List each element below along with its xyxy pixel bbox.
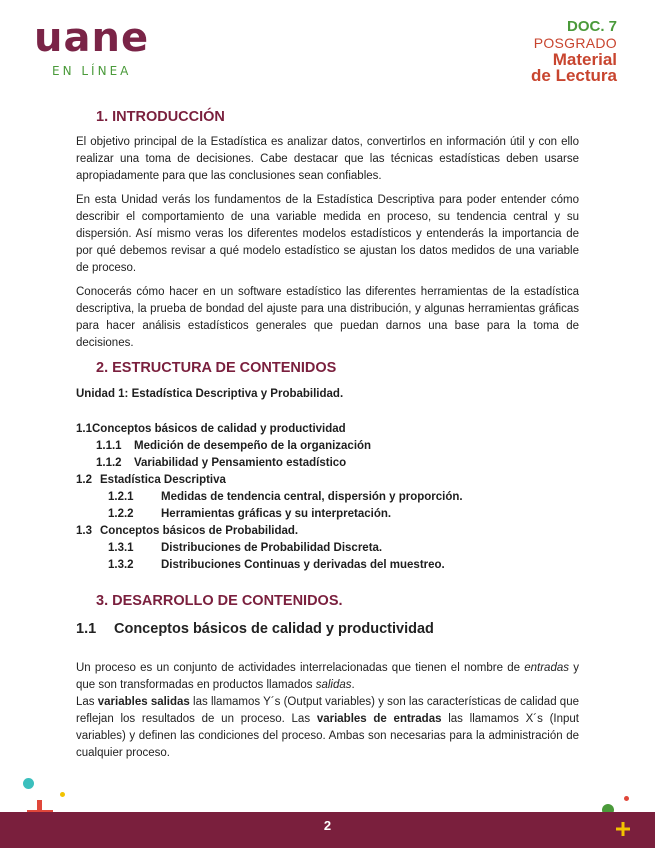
text-run: . xyxy=(351,679,355,691)
text-run-italic: salidas xyxy=(315,679,352,691)
toc-number: 1.3.2 xyxy=(108,559,134,571)
text-run-italic: entradas xyxy=(524,662,569,674)
yellow-dot-decoration xyxy=(60,792,65,797)
document-meta xyxy=(531,19,617,84)
toc-text: Distribuciones de Probabilidad Discreta. xyxy=(161,542,383,554)
subsection-heading xyxy=(76,620,579,638)
toc-item xyxy=(76,540,579,557)
toc-text: Herramientas gráficas y su interpretación. xyxy=(161,508,392,520)
document-body xyxy=(76,107,579,762)
text-run: las llamamos Y´s (Output variables) y son las características de calidad que reflejan los resultados de un proceso. Las xyxy=(76,696,579,725)
text-run: Las xyxy=(76,696,98,708)
toc-number: 1.1.1 xyxy=(96,440,122,452)
section-heading-development: 3. DESARROLLO DE CONTENIDOS. xyxy=(96,593,343,609)
toc-text: Medición de desempeño de la organización xyxy=(134,440,372,452)
toc-number: 1.1 xyxy=(76,423,92,435)
text-run: Un proceso es un conjunto de actividades interrelacionadas que tienen el nombre de xyxy=(76,662,525,674)
toc-number: 1.2.1 xyxy=(108,491,134,503)
yellow-plus-icon xyxy=(616,822,630,836)
red-dot-decoration xyxy=(624,796,629,801)
table-of-contents xyxy=(76,421,579,574)
doc-number: DOC. 7 xyxy=(566,18,617,35)
teal-dot-decoration xyxy=(23,778,34,789)
program-label: POSGRADO xyxy=(533,35,617,51)
toc-item xyxy=(76,438,579,455)
toc-number: 1.1.2 xyxy=(96,457,122,469)
subsection-title: Conceptos básicos de calidad y productividad xyxy=(114,621,434,637)
toc-text: Medidas de tendencia central, dispersión y proporción. xyxy=(161,491,463,503)
unit-title: Unidad 1: Estadística Descriptiva y Probabilidad. xyxy=(76,388,344,400)
intro-paragraph-3: Conocerás cómo hacer en un software estadístico las diferentes herramientas de la estadística descriptiva, la prueba de bondad del ajuste para una distribución, y algunas herramientas gráficas para hacer análisis estadísticos generales que puedan darnos una base para la toma de decisiones. xyxy=(76,286,579,349)
section-heading-introduction: 1. INTRODUCCIÓN xyxy=(96,109,225,125)
toc-item xyxy=(76,489,579,506)
uane-logo xyxy=(34,15,150,78)
toc-item xyxy=(76,506,579,523)
page-number: 2 xyxy=(323,818,332,833)
text-run: y que son transformadas en productos llamados xyxy=(76,662,579,691)
toc-text: Variabilidad y Pensamiento estadístico xyxy=(134,457,347,469)
toc-item xyxy=(76,455,579,472)
toc-text: Distribuciones Continuas y derivadas del muestreo. xyxy=(161,559,445,571)
material-title-line2: de Lectura xyxy=(531,66,617,85)
text-run-bold: variables de entradas xyxy=(316,713,442,725)
toc-number: 1.3 xyxy=(76,525,92,537)
logo-wordmark: uane xyxy=(34,15,150,61)
development-paragraph-2 xyxy=(76,694,579,762)
toc-item xyxy=(76,523,579,540)
toc-number: 1.2.2 xyxy=(108,508,134,520)
toc-text: Conceptos básicos de calidad y productividad xyxy=(92,423,346,435)
development-paragraph-1 xyxy=(76,660,579,694)
toc-item xyxy=(76,472,579,489)
toc-number: 1.2 xyxy=(76,474,92,486)
toc-item xyxy=(76,557,579,574)
logo-subtitle: EN LÍNEA xyxy=(52,64,132,78)
toc-number: 1.3.1 xyxy=(108,542,134,554)
subsection-number: 1.1 xyxy=(76,621,97,637)
intro-paragraph-2: En esta Unidad verás los fundamentos de la Estadística Descriptiva para poder entender cómo describir el comportamiento de una variable medida en proceso, su tendencia central y su dispersión. Así mismo veras los diferentes modelos estadísticos y entenderás la importancia de por qué debemos revisar a qué modelo estadístico se ajustan los datos medidos de una variable de proceso. xyxy=(76,194,579,274)
toc-text: Estadística Descriptiva xyxy=(100,474,226,486)
toc-text: Conceptos básicos de Probabilidad. xyxy=(100,525,299,537)
intro-paragraph-1: El objetivo principal de la Estadística es analizar datos, convertirlos en información útil y con ello realizar una toma de decisiones. Cabe destacar que las técnicas estadísticas deben usarse apropiadamente para que las conclusiones sean confiables. xyxy=(76,136,579,182)
text-run: las llamamos X´s (Input variables) y definen las condiciones del proceso. Ambas son necesarias para la administración de cualquier proceso. xyxy=(76,713,579,759)
material-title-line1: Material xyxy=(552,50,617,69)
toc-item xyxy=(76,421,579,438)
section-heading-structure: 2. ESTRUCTURA DE CONTENIDOS xyxy=(96,360,337,376)
text-run-bold: variables salidas xyxy=(97,696,190,708)
